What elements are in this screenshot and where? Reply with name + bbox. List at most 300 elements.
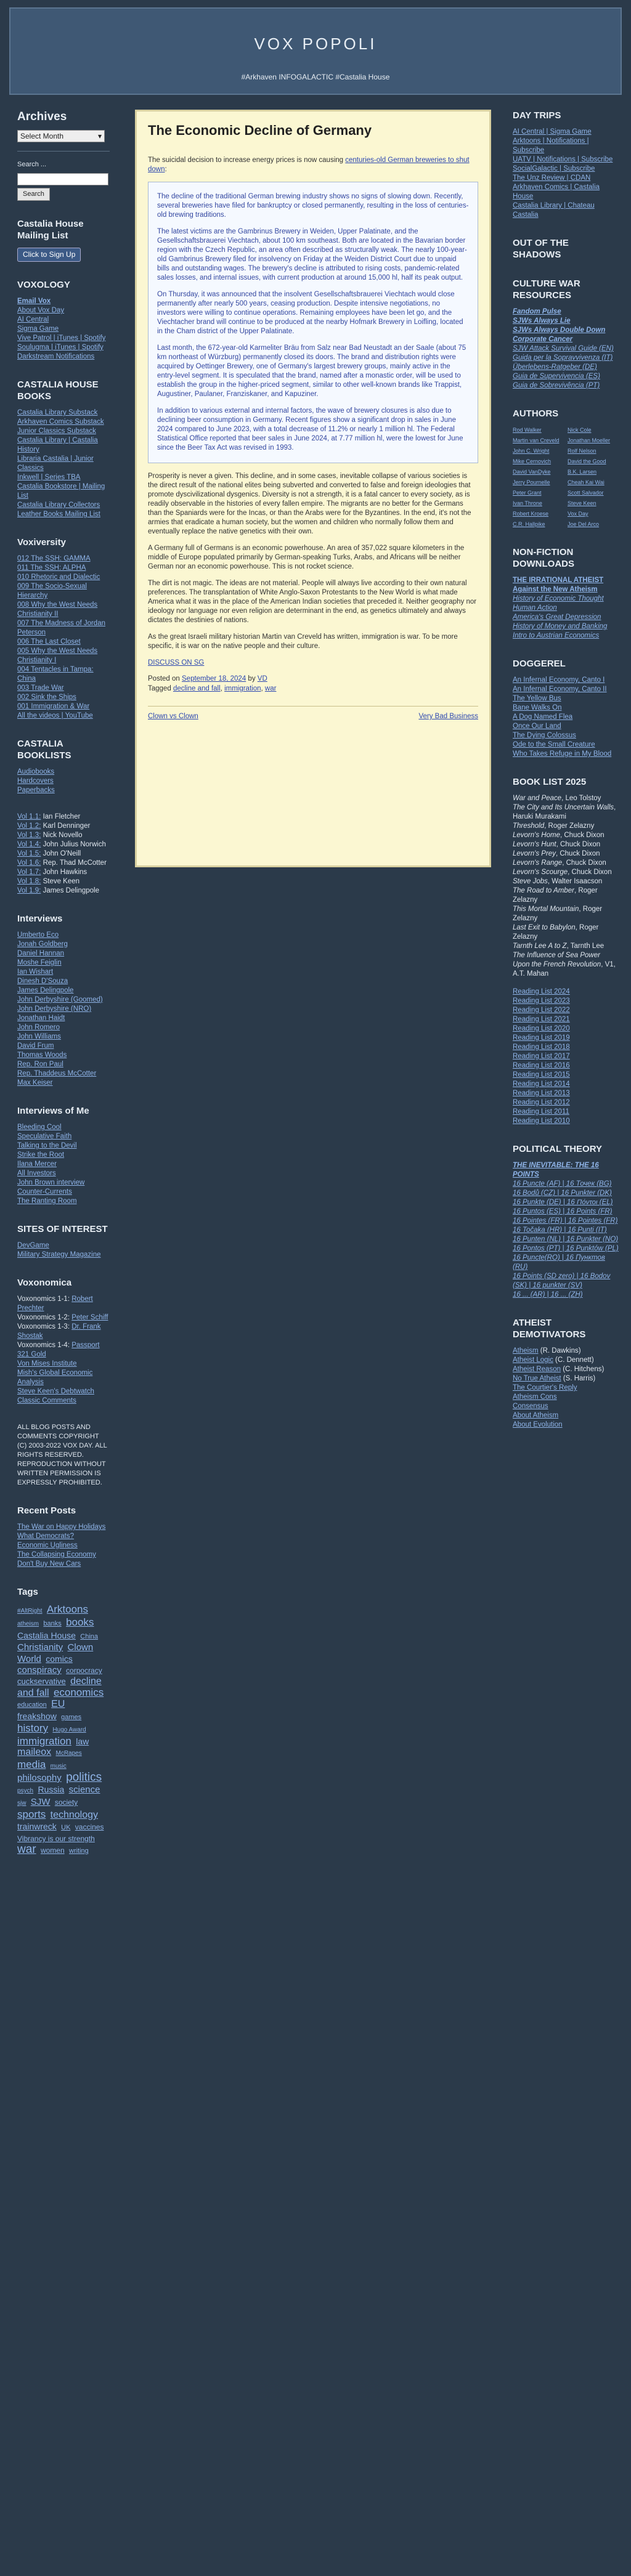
reading-list-link[interactable]: Reading List 2011 xyxy=(513,1108,569,1116)
author-link[interactable]: Rod Walker xyxy=(513,427,542,433)
nonfiction-heading: NON-FICTION DOWNLOADS xyxy=(513,547,574,569)
voxology-link[interactable]: Sigma Game xyxy=(17,325,59,333)
doggerel-link[interactable]: Bane Walks On xyxy=(513,704,562,711)
booklists-widget xyxy=(17,738,110,795)
author-link[interactable]: C.R. Hallpike xyxy=(513,521,545,527)
doggerel-link[interactable]: An Infernal Economy, Canto I xyxy=(513,676,605,684)
interview-link[interactable]: John Derbyshire (Goomed) xyxy=(17,996,103,1003)
tag-link[interactable]: decline and fall xyxy=(17,1676,102,1698)
theory-link[interactable]: 16 Pointes (FR) | 16 Pointes (FR) xyxy=(513,1217,618,1225)
interview-me-link[interactable]: John Brown interview xyxy=(17,1179,85,1186)
voxology-link[interactable]: Email Vox xyxy=(17,298,51,305)
booklist-item xyxy=(513,923,619,942)
interview-link[interactable]: Ian Wishart xyxy=(17,968,54,976)
demotivator-link[interactable]: Atheist Reason xyxy=(513,1366,561,1373)
tag-link[interactable]: #AltRight xyxy=(17,1608,43,1614)
shadows-widget xyxy=(513,237,619,261)
culture-link[interactable]: Fandom Pulse xyxy=(513,308,561,315)
post-intro-end: : xyxy=(165,166,167,173)
reading-list-link[interactable]: Reading List 2017 xyxy=(513,1053,570,1060)
reading-list-link[interactable]: Reading List 2020 xyxy=(513,1025,570,1032)
by-label: by xyxy=(248,675,256,682)
theory-link[interactable]: 16 Puncte (AF) | 16 Точек (BG) xyxy=(513,1180,612,1188)
tag-link[interactable]: Christianity xyxy=(17,1642,63,1653)
interview-link[interactable]: James Delingpole xyxy=(17,987,74,994)
voxiversity-link[interactable]: 008 Why the West Needs Christianity II xyxy=(17,601,98,618)
tag-link[interactable]: banks xyxy=(43,1620,62,1627)
doggerel-link[interactable]: Ode to the Small Creature xyxy=(513,741,595,748)
booklist-item xyxy=(513,794,619,803)
tag-link[interactable]: McRapes xyxy=(55,1750,82,1757)
doggerel-link[interactable]: The Dying Colossus xyxy=(513,732,576,739)
author-link[interactable]: Cheah Kai Wai xyxy=(568,479,605,485)
sites-widget xyxy=(17,1223,110,1260)
voxonomics-link[interactable]: Peter Schiff xyxy=(71,1314,108,1321)
interview-link[interactable]: Rep. Ron Paul xyxy=(17,1061,63,1068)
book-author: , Walter Isaacson xyxy=(547,878,603,885)
voxiversity-link[interactable]: 005 Why the West Needs Christianity I xyxy=(17,647,98,664)
author-link[interactable]: David VanDyke xyxy=(513,469,551,475)
author-link[interactable]: Jerry Pournelle xyxy=(513,479,550,485)
theory-link[interactable]: 16 Punkte (DE) | 16 Πόντοι (EL) xyxy=(513,1199,613,1206)
author-link[interactable]: Steve Keen xyxy=(568,500,596,506)
voxiversity-heading: Voxiversity xyxy=(17,537,66,548)
tag-link[interactable]: Castalia House xyxy=(17,1630,76,1640)
site-description: #Arkhaven INFOGALACTIC #Castalia House xyxy=(241,73,390,81)
recent-post-link[interactable]: Economic Ugliness xyxy=(17,1542,78,1549)
site-link[interactable]: DevGame xyxy=(17,1242,49,1249)
demotivator-link[interactable]: No True Atheist xyxy=(513,1375,561,1382)
reading-list-link[interactable]: Reading List 2019 xyxy=(513,1034,570,1042)
quote-paragraph: On Thursday, it was announced that the insolvent Gesellschaftsbrauerei Viechtach would close permanently after nearly 500 years, ceasing production. Despite intensive negotiations, no investors were willing to continue operations. Remaining employees have been let go, and the Viechtacher brand will continue to be produced at the nearby Hofmark Brewery in Loifling, located in the Cham district of the Upper Palatinate. xyxy=(157,291,463,335)
site-link[interactable]: Military Strategy Magazine xyxy=(17,1251,101,1258)
post-author-link[interactable]: VD xyxy=(257,675,267,682)
tag-link[interactable]: technology xyxy=(50,1810,99,1820)
theory-link[interactable]: 16 ... (AR) | 16 ... (ZH) xyxy=(513,1291,583,1298)
demotivator-link[interactable]: Atheism Cons xyxy=(513,1393,557,1401)
book-author: , V1, A.T. Mahan xyxy=(513,961,616,978)
reading-list-link[interactable]: Reading List 2024 xyxy=(513,988,570,995)
author-link[interactable]: Peter Grant xyxy=(513,490,542,496)
booklists-link[interactable]: Hardcovers xyxy=(17,777,54,785)
vol-link[interactable]: Vol 1.8: xyxy=(17,878,41,885)
demotivator-item xyxy=(513,1420,619,1430)
theory-link[interactable]: 16 Punten (NL) | 16 Punkter (NO) xyxy=(513,1236,619,1243)
booklist-item xyxy=(513,877,619,886)
reading-list-link[interactable]: Reading List 2023 xyxy=(513,997,570,1005)
tag-link[interactable]: EU xyxy=(51,1699,65,1709)
books-link[interactable]: Castalia Library Substack xyxy=(17,409,98,416)
author-link[interactable]: Ivan Throne xyxy=(513,500,542,506)
booklist-item xyxy=(513,868,619,877)
booklist-heading: BOOK LIST 2025 xyxy=(513,777,587,787)
nonfiction-link[interactable]: THE IRRATIONAL ATHEIST xyxy=(513,577,604,584)
author-link[interactable]: B.K. Larsen xyxy=(568,469,597,475)
search-button[interactable]: Search xyxy=(17,188,50,201)
voxiversity-link[interactable]: 003 Trade War xyxy=(17,684,64,692)
voxology-link[interactable]: AI Central xyxy=(17,316,49,323)
vol-name: John O'Neill xyxy=(43,850,81,857)
author-link[interactable]: Jonathan Moeller xyxy=(568,437,611,444)
tag-link[interactable]: society xyxy=(54,1798,78,1807)
daytrip-link[interactable]: UATV | Notifications | Subscribe xyxy=(513,156,613,163)
reading-list-link[interactable]: Reading List 2014 xyxy=(513,1080,570,1088)
demotivator-author: (R. Dawkins) xyxy=(538,1347,581,1355)
interview-link[interactable]: Daniel Hannan xyxy=(17,950,65,957)
post-tag-link[interactable]: war xyxy=(264,685,277,692)
archives-select[interactable] xyxy=(17,130,105,142)
post-intro xyxy=(148,156,478,174)
daytrip-link[interactable]: AI Central | Sigma Game xyxy=(513,128,592,136)
book-author: , Chuck Dixon xyxy=(568,869,612,876)
interview-link[interactable]: Dinesh D'Souza xyxy=(17,978,68,985)
booklist-item xyxy=(513,886,619,905)
books-link[interactable]: Castalia Library Collectors xyxy=(17,501,100,509)
post-paragraph: The dirt is not magic. The ideas are not material. People will always live according to their own natural preferences. The transplantation of White Anglo-Saxon Protestants to the New World is what made America what it was in the place of the American Indian societies that preceded it. Neither geography nor ideology nor language nor even religion are determinant in the end, as genetics ultimately and always dictates the destinies of nations. xyxy=(148,580,477,624)
interview-me-link[interactable]: Strike the Root xyxy=(17,1151,65,1159)
tag-link[interactable]: economics xyxy=(53,1687,104,1698)
tag-link[interactable]: sports xyxy=(17,1808,46,1820)
interviews-me-heading: Interviews of Me xyxy=(17,1106,89,1116)
tag-link[interactable]: immigration xyxy=(17,1735,71,1747)
vol-name: Rep. Thad McCotter xyxy=(43,859,107,867)
vol-link[interactable]: Vol 1.1: xyxy=(17,813,41,820)
tag-link[interactable]: UK xyxy=(61,1824,71,1831)
next-post-link[interactable]: Very Bad Business xyxy=(418,713,478,720)
author-link[interactable]: Rolf Nelson xyxy=(568,448,596,454)
interview-link[interactable]: Thomas Woods xyxy=(17,1051,67,1059)
tag-link[interactable]: law xyxy=(76,1736,89,1746)
author-link[interactable]: Joe Del Arco xyxy=(568,521,600,527)
interview-link[interactable]: Max Keiser xyxy=(17,1079,53,1087)
site-title[interactable]: VOX POPOLI xyxy=(254,34,377,53)
discuss-link[interactable]: DISCUSS ON SG xyxy=(148,659,205,666)
theory-link[interactable]: 16 Bodů (CZ) | 16 Punkter (DK) xyxy=(513,1189,612,1197)
reading-list-link[interactable]: Reading List 2016 xyxy=(513,1062,570,1069)
recent-post-link[interactable]: The Collapsing Economy xyxy=(17,1551,96,1558)
book-title: Levorn's Hunt xyxy=(513,841,556,848)
booklists-heading: CASTALIA BOOKLISTS xyxy=(17,739,71,761)
tag-link[interactable]: conspiracy xyxy=(17,1665,62,1675)
post-tag-link[interactable]: immigration xyxy=(224,685,261,692)
voxonomics-link[interactable]: Dr. Frank Shostak xyxy=(17,1323,101,1340)
voxiversity-link[interactable]: 009 The Socio-Sexual Hierarchy xyxy=(17,583,87,599)
post-meta xyxy=(148,675,478,682)
tag-link[interactable]: Clown World xyxy=(17,1642,94,1664)
theory-link[interactable]: 16 Točaka (HR) | 16 Punti (IT) xyxy=(513,1226,607,1234)
tag-link[interactable]: science xyxy=(68,1784,100,1795)
interview-link[interactable]: Jonathan Haidt xyxy=(17,1015,65,1022)
vol-name: Karl Denninger xyxy=(43,822,91,830)
tag-link[interactable]: writing xyxy=(69,1847,89,1855)
author-link[interactable]: David the Good xyxy=(568,458,606,464)
culture-link[interactable]: Guida per la Sopravvivenza (IT) xyxy=(513,354,613,362)
culture-link[interactable]: SJWs Always Double Down xyxy=(513,326,606,334)
doggerel-link[interactable]: The Yellow Bus xyxy=(513,695,561,702)
tag-link[interactable]: books xyxy=(66,1616,94,1628)
author-link[interactable]: Martin van Creveld xyxy=(513,437,560,444)
vol-link[interactable]: Vol 1.6: xyxy=(17,859,41,867)
theory-link[interactable]: 16 Puntos (ES) | 16 Points (FR) xyxy=(513,1208,613,1215)
interviews-widget xyxy=(17,913,110,1088)
voxonomics-label: Voxonomics 1-2: xyxy=(17,1314,70,1321)
vol-item xyxy=(17,812,110,822)
nonfiction-link[interactable]: America's Great Depression xyxy=(513,614,601,621)
books-link[interactable]: Arkhaven Comics Substack xyxy=(17,418,104,426)
quote-paragraph: The decline of the traditional German brewing industry shows no signs of slowing down. Recently, several breweries have filed for bankruptcy or closed permanently, resulting in the loss of centuries-old brewing traditions. xyxy=(157,193,469,219)
booklist-item xyxy=(513,905,619,923)
tag-link[interactable]: SJW xyxy=(30,1797,51,1807)
sites-heading: SITES OF INTEREST xyxy=(17,1224,108,1234)
books-link[interactable]: Castalia Library | Castalia History xyxy=(17,437,98,453)
archives-select-value: Select Month xyxy=(20,132,64,140)
tag-link[interactable]: Russia xyxy=(38,1784,65,1794)
voxonomica-heading: Voxonomica xyxy=(17,1278,72,1288)
theory-link[interactable]: 16 Pontos (PT) | 16 Punktów (PL) xyxy=(513,1245,619,1252)
vol-name: Nick Novello xyxy=(43,832,83,839)
tag-link[interactable]: Vibrancy is our strength xyxy=(17,1834,95,1843)
interview-me-link[interactable]: Bleeding Cool xyxy=(17,1124,62,1131)
tag-link[interactable]: trainwreck xyxy=(17,1821,57,1831)
book-title: Levorn's Home xyxy=(513,832,560,839)
theory-heading: POLITICAL THEORY xyxy=(513,1144,603,1154)
tag-link[interactable]: Arktoons xyxy=(46,1603,89,1615)
author-link[interactable]: Nick Cole xyxy=(568,427,592,433)
booklist-item xyxy=(513,840,619,849)
daytrip-link[interactable]: Arktoons | Notifications | Subscribe xyxy=(513,137,589,154)
books-link[interactable]: Junior Classics Substack xyxy=(17,427,96,435)
tag-link[interactable]: games xyxy=(61,1714,82,1721)
voxiversity-link[interactable]: 006 The Last Closet xyxy=(17,638,81,646)
right-sidebar xyxy=(513,110,619,1447)
booklist-item xyxy=(513,942,619,951)
booklist-item xyxy=(513,803,619,822)
post-intro-link[interactable]: centuries-old German breweries to shut down xyxy=(148,156,470,173)
demotivator-link[interactable]: Atheism xyxy=(513,1347,539,1355)
interview-me-link[interactable]: Talking to the Devil xyxy=(17,1142,77,1149)
recent-post-link[interactable]: What Democrats? xyxy=(17,1533,75,1540)
tag-link[interactable]: cuckservative xyxy=(17,1677,66,1686)
daytrip-link[interactable]: The Unz Review | CDAN xyxy=(513,174,591,182)
tag-link[interactable]: philosophy xyxy=(17,1773,62,1783)
reading-list-link[interactable]: Reading List 2021 xyxy=(513,1016,570,1023)
doggerel-link[interactable]: An Infernal Economy, Canto II xyxy=(513,686,607,693)
voxiversity-link[interactable]: 010 Rhetoric and Dialectic xyxy=(17,573,100,581)
nonfiction-link[interactable]: Intro to Austrian Economics xyxy=(513,632,600,639)
voxiversity-widget xyxy=(17,537,110,721)
vol-link[interactable]: Vol 1.7: xyxy=(17,869,41,876)
books-link[interactable]: Inkwell | Series TBA xyxy=(17,474,81,481)
recent-post-link[interactable]: Don't Buy New Cars xyxy=(17,1560,81,1568)
tag-link[interactable]: psych xyxy=(17,1788,34,1794)
tag-link[interactable]: media xyxy=(17,1759,46,1770)
booklists-link[interactable]: Audiobooks xyxy=(17,768,55,776)
daytrip-link[interactable]: Castalia Library | Chateau Castalia xyxy=(513,202,595,219)
theory-link[interactable]: THE INEVITABLE: THE 16 POINTS xyxy=(513,1162,599,1178)
voxonomica-extra-link[interactable]: Classic Comments xyxy=(17,1397,76,1404)
tag-link[interactable]: freakshow xyxy=(17,1711,57,1721)
culture-link[interactable]: Guia de Sobrevivência (PT) xyxy=(513,382,600,389)
culture-link[interactable]: SJW Attack Survival Guide (EN) xyxy=(513,345,614,352)
tag-link[interactable]: vaccines xyxy=(75,1823,104,1831)
interview-link[interactable]: David Frum xyxy=(17,1042,54,1050)
interview-link[interactable]: John Williams xyxy=(17,1033,61,1040)
tag-link[interactable]: politics xyxy=(66,1771,102,1784)
voxiversity-link[interactable]: 001 Immigration & War xyxy=(17,703,90,710)
culture-link[interactable]: Guia de Supervivencia (ES) xyxy=(513,373,600,380)
vol-widget xyxy=(17,812,110,896)
interview-me-link[interactable]: All Investors xyxy=(17,1170,56,1177)
book-title: Tarnth Lee A to Z xyxy=(513,942,567,950)
signup-button[interactable]: Click to Sign Up xyxy=(17,248,81,262)
nonfiction-link[interactable]: Human Action xyxy=(513,604,557,612)
nonfiction-link[interactable]: Against the New Atheism xyxy=(513,586,598,593)
interview-link[interactable]: Rep. Thaddeus McCotter xyxy=(17,1070,97,1077)
voxology-link[interactable]: Vive Patrol | iTunes | Spotify xyxy=(17,334,106,342)
vol-link[interactable]: Vol 1.4: xyxy=(17,841,41,848)
doggerel-link[interactable]: A Dog Named Flea xyxy=(513,713,573,721)
voxonomica-widget xyxy=(17,1277,110,1406)
interview-me-link[interactable]: Speculative Faith xyxy=(17,1133,72,1140)
reading-list-link[interactable]: Reading List 2015 xyxy=(513,1071,570,1079)
blockquote xyxy=(148,182,478,463)
booklists-link[interactable]: Paperbacks xyxy=(17,787,55,794)
theory-link[interactable]: 16 Points (SD zero) | 16 Bodov (SK) | 16 punkter (SV) xyxy=(513,1273,611,1289)
voxonomica-extra-link[interactable]: Von Mises Institute xyxy=(17,1360,77,1367)
tag-link[interactable]: comics xyxy=(46,1654,73,1664)
vol-link[interactable]: Vol 1.3: xyxy=(17,832,41,839)
tag-link[interactable]: Hugo Award xyxy=(52,1727,86,1733)
voxiversity-link[interactable]: 011 The SSH: ALPHA xyxy=(17,564,86,572)
reading-list-link[interactable]: Reading List 2013 xyxy=(513,1090,570,1097)
tagged-label: Tagged xyxy=(148,685,171,692)
author-link[interactable]: Robert Kroese xyxy=(513,511,549,517)
culture-link[interactable]: SJWs Always Lie xyxy=(513,317,571,325)
demotivator-link[interactable]: Atheist Logic xyxy=(513,1356,553,1364)
interview-link[interactable]: Jonah Goldberg xyxy=(17,941,68,948)
demotivator-link[interactable]: About Atheism xyxy=(513,1412,559,1419)
tag-link[interactable]: China xyxy=(80,1633,99,1640)
book-title: The Influence of Sea Power Upon the French Revolution xyxy=(513,952,601,968)
doggerel-link[interactable]: Who Takes Refuge in My Blood xyxy=(513,750,612,758)
demotivator-item xyxy=(513,1347,619,1356)
tag-link[interactable]: corpocracy xyxy=(66,1666,102,1675)
vol-link[interactable]: Vol 1.5: xyxy=(17,850,41,857)
voxonomics-link[interactable]: Passport 321 Gold xyxy=(17,1342,100,1358)
vol-link[interactable]: Vol 1.2: xyxy=(17,822,41,830)
voxonomica-extra-link[interactable]: Steve Keen's Debtwatch xyxy=(17,1388,94,1395)
culture-link[interactable]: Corporate Cancer xyxy=(513,336,573,343)
voxonomics-link[interactable]: Robert Prechter xyxy=(17,1295,93,1312)
tag-link[interactable]: war xyxy=(17,1843,36,1856)
books-link[interactable]: Leather Books Mailing List xyxy=(17,511,100,518)
reading-list-link[interactable]: Reading List 2012 xyxy=(513,1099,570,1106)
doggerel-link[interactable]: Once Our Land xyxy=(513,723,561,730)
author-link[interactable]: Scott Salvador xyxy=(568,490,604,496)
voxiversity-link[interactable]: 007 The Madness of Jordan Peterson xyxy=(17,620,105,636)
demotivator-author: (C. Dennett) xyxy=(553,1356,594,1364)
posted-on-label: Posted on xyxy=(148,675,180,682)
voxiversity-link[interactable]: 012 The SSH: GAMMA xyxy=(17,555,91,562)
daytrip-link[interactable]: Arkhaven Comics | Castalia House xyxy=(513,184,600,200)
books-link[interactable]: Libraria Castalia | Junior Classics xyxy=(17,455,94,472)
tag-link[interactable]: maileox xyxy=(17,1747,52,1757)
tag-link[interactable]: atheism xyxy=(17,1621,39,1627)
vol-item xyxy=(17,877,110,886)
quote-paragraph: In addition to various external and internal factors, the wave of brewery closures is also due to declining beer consumption in Germany. Recent figures show a significant drop in sales in June 2024 compared to June 2023, with a total decrease of 11.2% or nearly 1 million hl. The Federal Statistical Office reported that beer sales in June 2024, at 7.77 million hl, were the lowest for June since the Beer Tax Act was revised in 1993. xyxy=(157,407,463,452)
author-link[interactable]: Vox Day xyxy=(568,511,588,517)
voxology-link[interactable]: Darkstream Notifications xyxy=(17,353,95,360)
reading-list-link[interactable]: Reading List 2022 xyxy=(513,1007,570,1014)
voxiversity-link[interactable]: All the videos | YouTube xyxy=(17,712,93,719)
tag-link[interactable]: women xyxy=(40,1846,65,1855)
tag-link[interactable]: history xyxy=(17,1722,49,1734)
book-author: , Haruki Murakami xyxy=(513,804,616,820)
reading-list-link[interactable]: Reading List 2018 xyxy=(513,1043,570,1051)
author-link[interactable]: John C. Wright xyxy=(513,448,550,454)
site-header xyxy=(9,7,622,95)
recent-post-link[interactable]: The War on Happy Holidays xyxy=(17,1523,106,1531)
vol-name: Ian Fletcher xyxy=(43,813,81,820)
interview-me-link[interactable]: The Ranting Room xyxy=(17,1197,77,1205)
tag-link[interactable]: education xyxy=(17,1701,47,1709)
books-link[interactable]: Castalia Bookstore | Mailing List xyxy=(17,483,105,500)
prev-post-link[interactable]: Clown vs Clown xyxy=(148,713,198,720)
daytrip-link[interactable]: SocialGalactic | Subscribe xyxy=(513,165,595,172)
interview-me-link[interactable]: Ilana Mercer xyxy=(17,1160,57,1168)
demotivator-link[interactable]: Consensus xyxy=(513,1403,548,1410)
book-title: Levorn's Range xyxy=(513,859,563,867)
book-author: , Chuck Dixon xyxy=(556,841,601,848)
tag-link[interactable]: music xyxy=(50,1763,67,1770)
author-link[interactable]: Mike Cernovich xyxy=(513,458,552,464)
voxonomics-item xyxy=(17,1322,110,1341)
post-date-link[interactable]: September 18, 2024 xyxy=(182,675,246,682)
tag-link[interactable]: sjw xyxy=(17,1800,26,1807)
search-input[interactable] xyxy=(17,173,108,185)
voxiversity-link[interactable]: 004 Tentacles in Tampa: China xyxy=(17,666,94,682)
culture-link[interactable]: Überlebens-Ratgeber (DE) xyxy=(513,363,597,371)
interview-link[interactable]: Umberto Eco xyxy=(17,931,59,939)
booklist-item xyxy=(513,822,619,831)
voxology-link[interactable]: About Vox Day xyxy=(17,307,65,314)
booklist-widget xyxy=(513,776,619,1126)
vol-link[interactable]: Vol 1.9: xyxy=(17,887,41,894)
nonfiction-link[interactable]: History of Economic Thought xyxy=(513,595,604,602)
reading-list-link[interactable]: Reading List 2010 xyxy=(513,1117,570,1125)
interview-link[interactable]: Moshe Feiglin xyxy=(17,959,62,966)
voxonomica-extra-link[interactable]: Mish's Global Economic Analysis xyxy=(17,1369,93,1386)
vol-name: John Hawkins xyxy=(43,869,88,876)
quote-paragraph: The latest victims are the Gambrinus Brewery in Weiden, Upper Palatinate, and the Gesellschaftsbrauerei Viechtach, about 100 km southeast. Both are located in the Bavarian border region with the Czech Republic, an area often described as structurally weak. The nearly 100-year-old Gambrinus Brewery filed for insolvency on Friday at the Weiden District Court due to unpaid bills and outstanding wages. The brewery's decline is attributed to rising costs, pandemic-related sales losses, and internal issues, with current production at around 15,000 hl, half its peak output. xyxy=(157,228,467,281)
book-author: , Chuck Dixon xyxy=(555,850,600,857)
voxiversity-link[interactable]: 002 Sink the Ships xyxy=(17,694,76,701)
nonfiction-link[interactable]: History of Money and Banking xyxy=(513,623,608,630)
interview-link[interactable]: John Romero xyxy=(17,1024,60,1031)
post-tag-link[interactable]: decline and fall xyxy=(173,685,221,692)
theory-link[interactable]: 16 Puncte(RO) | 16 Пунктов (RU) xyxy=(513,1254,605,1271)
post-title[interactable]: The Economic Decline of Germany xyxy=(148,123,372,138)
interview-me-link[interactable]: Counter-Currents xyxy=(17,1188,72,1196)
mailing-heading: Castalia House Mailing List xyxy=(17,219,84,241)
demotivator-link[interactable]: About Evolution xyxy=(513,1421,563,1428)
vol-item xyxy=(17,859,110,868)
demotivator-link[interactable]: The Courtier's Reply xyxy=(513,1384,577,1391)
vol-item xyxy=(17,849,110,859)
interview-link[interactable]: John Derbyshire (NRO) xyxy=(17,1005,92,1013)
voxology-link[interactable]: Soulugma | iTunes | Spotify xyxy=(17,344,104,351)
daytrips-heading: DAY TRIPS xyxy=(513,110,561,121)
